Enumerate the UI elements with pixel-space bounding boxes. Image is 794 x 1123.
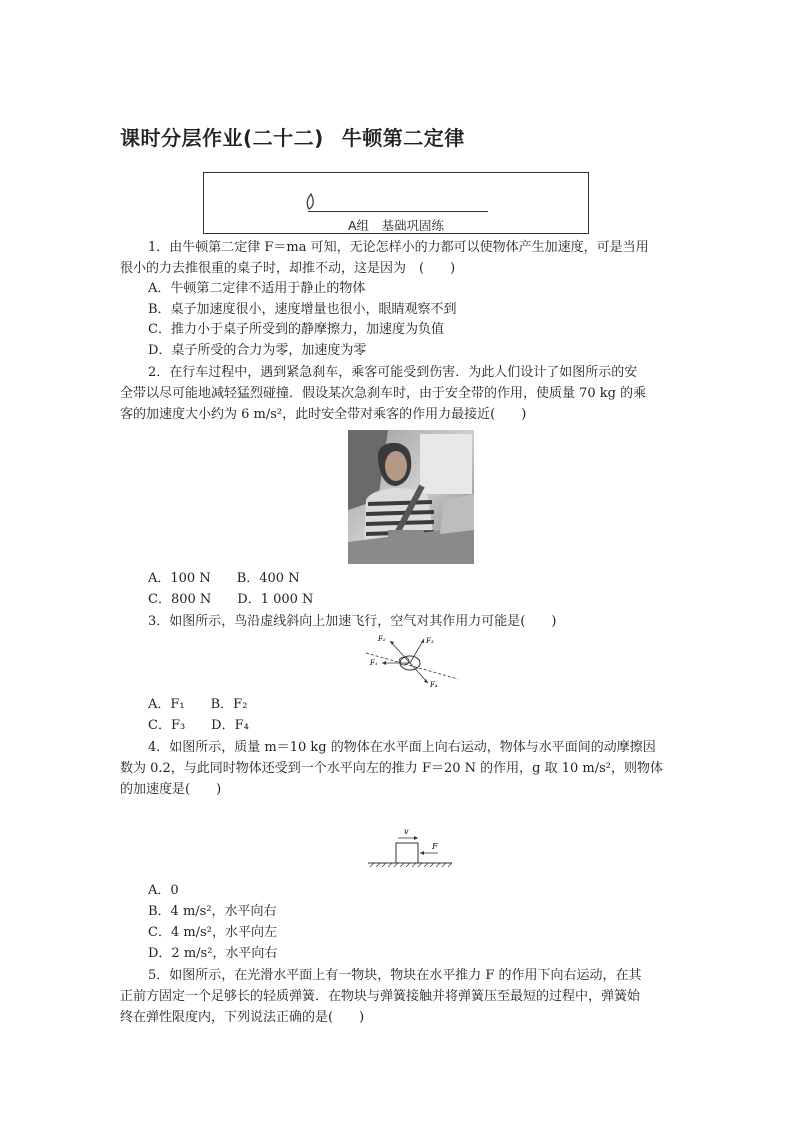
seatbelt-photo (348, 430, 474, 564)
label-f3: F₃ (426, 637, 434, 645)
block-force-diagram (364, 825, 454, 871)
section-label: A组 基础巩固练 (347, 218, 445, 233)
section-header-box (203, 172, 589, 234)
q2-line-2: 全带以尽可能地减轻猛烈碰撞．假设某次急刹车时，由于安全带的作用，使质量 70 kg 的乘 (120, 386, 647, 401)
label-v: v (404, 827, 409, 836)
label-f1: F₁ (370, 659, 378, 667)
q3-options-row-2: C．F₃ D．F₄ (148, 718, 249, 733)
q1-option-d: D．桌子所受的合力为零，加速度为零 (148, 343, 367, 358)
leaf-icon (304, 193, 318, 211)
q2-options-row-2: C．800 N D．1 000 N (148, 592, 314, 607)
q2-line-3: 客的加速度大小约为 6 m/s²，此时安全带对乘客的作用力最接近( ) (120, 407, 527, 422)
q1-line-1: 1．由牛顿第二定律 F＝ma 可知，无论怎样小的力都可以使物体产生加速度，可是当用 (148, 240, 649, 255)
q4-option-c: C．4 m/s²，水平向左 (148, 925, 277, 940)
q4-option-d: D．2 m/s²，水平向右 (148, 946, 278, 961)
label-f2: F₂ (378, 635, 386, 643)
q4-line-1: 4．如图所示，质量 m＝10 kg 的物体在水平面上向右运动，物体与水平面间的动摩擦因 (148, 740, 656, 755)
q4-line-3: 的加速度是( ) (120, 782, 222, 797)
q5-line-2: 正前方固定一个足够长的轻质弹簧．在物块与弹簧接触并将弹簧压至最短的过程中，弹簧始 (120, 989, 641, 1004)
q3-options-row-1: A．F₁ B．F₂ (148, 697, 248, 712)
q4-option-a: A．0 (148, 883, 179, 898)
q1-option-c: C．推力小于桌子所受到的静摩擦力，加速度为负值 (148, 322, 444, 337)
q3-line-1: 3．如图所示，鸟沿虚线斜向上加速飞行，空气对其作用力可能是( ) (148, 614, 557, 629)
section-rule (308, 211, 488, 212)
bird-force-diagram (362, 633, 462, 689)
q1-line-2: 很小的力去推很重的桌子时，却推不动，这是因为 ( ) (120, 261, 456, 276)
title-topic: 牛顿第二定律 (341, 126, 465, 150)
q1-option-b: B．桌子加速度很小，速度增量也很小，眼睛观察不到 (148, 302, 457, 317)
page-title (120, 122, 465, 151)
q5-line-1: 5．如图所示，在光滑水平面上有一物块，物块在水平推力 F 的作用下向右运动，在其 (148, 968, 642, 983)
q1-option-a: A．牛顿第二定律不适用于静止的物体 (148, 281, 366, 296)
title-main: 课时分层作业(二十二) (120, 126, 324, 150)
q2-line-1: 2．在行车过程中，遇到紧急刹车，乘客可能受到伤害．为此人们设计了如图所示的安 (148, 365, 638, 380)
q4-line-2: 数为 0.2，与此同时物体还受到一个水平向左的推力 F＝20 N 的作用，g 取 10 m/s²，则物体 (120, 761, 663, 776)
q2-options-row-1: A．100 N B．400 N (148, 571, 300, 586)
label-f: F (432, 842, 438, 851)
q5-line-3: 终在弹性限度内，下列说法正确的是( ) (120, 1010, 365, 1025)
label-f4: F₄ (430, 681, 438, 689)
q4-option-b: B．4 m/s²，水平向右 (148, 904, 277, 919)
